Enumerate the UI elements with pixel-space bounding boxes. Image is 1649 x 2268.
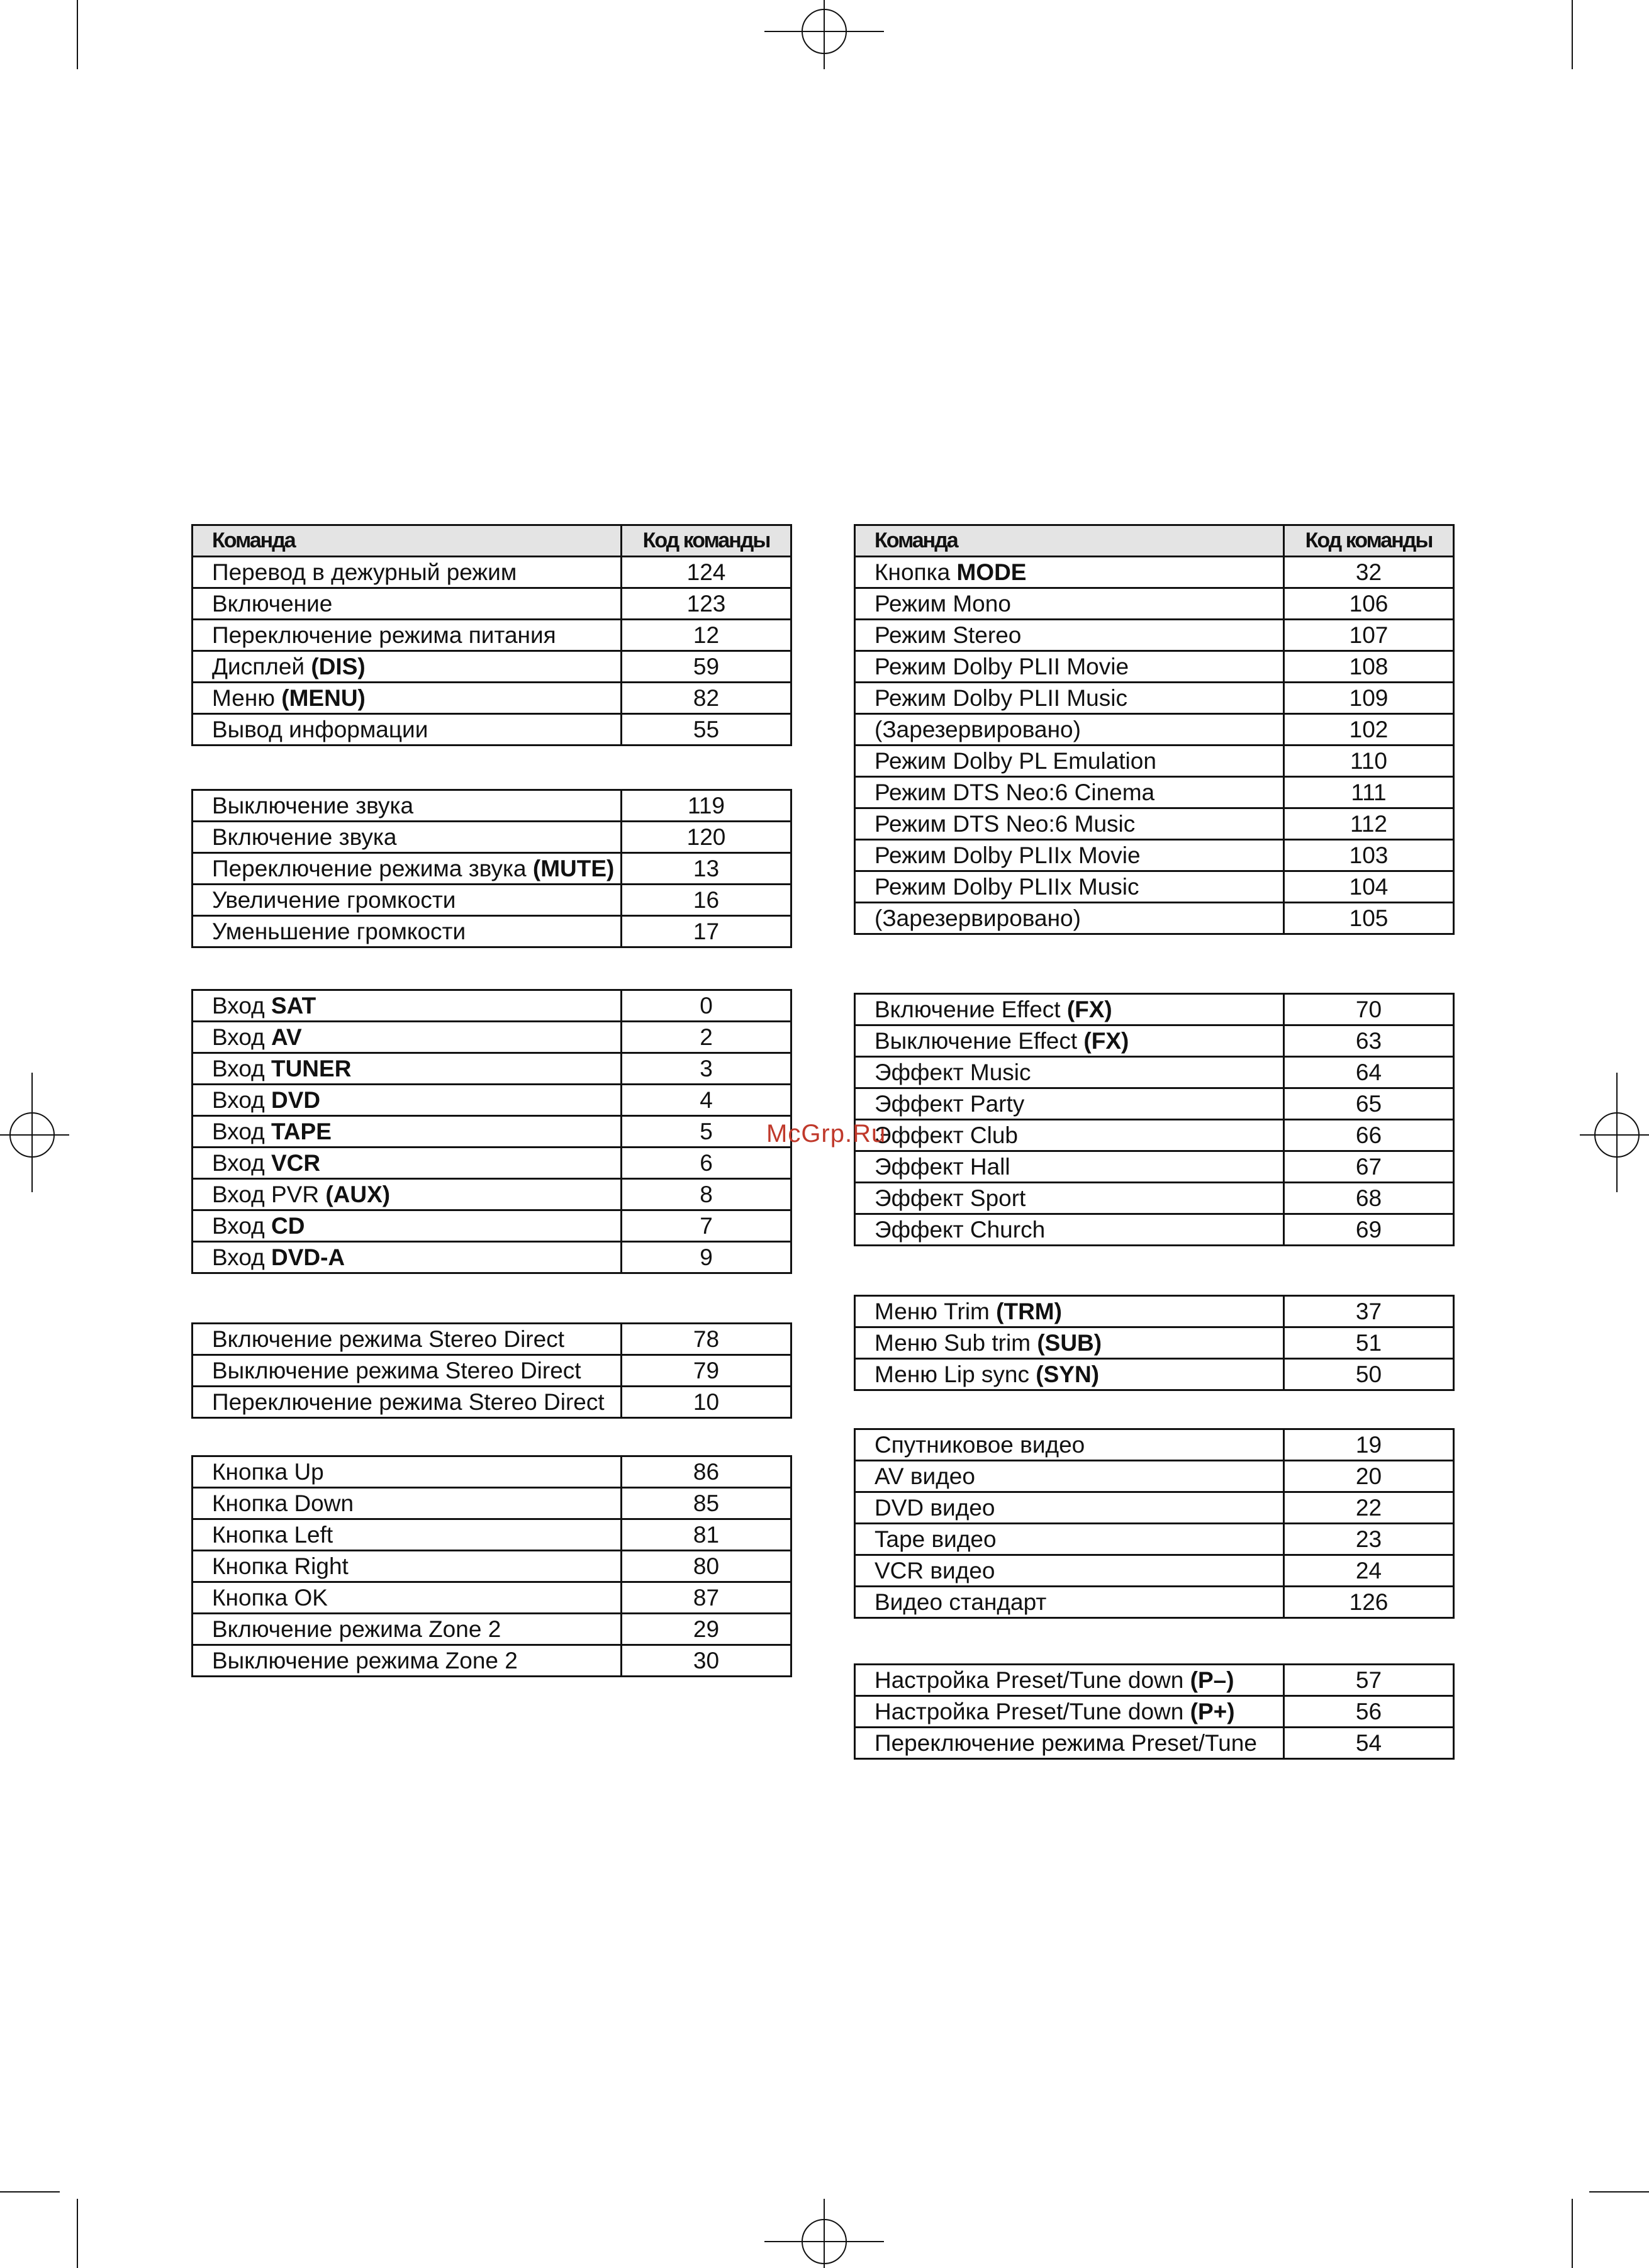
- command-code: 13: [622, 853, 791, 885]
- command-label: Включение режима Stereo Direct: [212, 1326, 564, 1352]
- command-table-stereo-direct: [191, 1322, 792, 1419]
- command-cell: [193, 1582, 622, 1614]
- table-row: [855, 1728, 1454, 1759]
- command-cell: [193, 1022, 622, 1053]
- command-cell: [193, 683, 622, 714]
- command-cell: [855, 746, 1284, 777]
- command-cell: [855, 557, 1284, 588]
- command-label: Включение режима Zone 2: [212, 1616, 501, 1642]
- command-cell: [855, 1461, 1284, 1492]
- command-cell: [193, 822, 622, 853]
- command-label: Режим Dolby PLIIx Music: [875, 874, 1139, 900]
- command-label: (Зарезервировано): [875, 905, 1081, 931]
- command-code: 123: [622, 588, 791, 620]
- command-code: 0: [622, 990, 791, 1022]
- table-row: [193, 651, 791, 683]
- table-row: [855, 1429, 1454, 1461]
- command-cell: [193, 885, 622, 916]
- table-row: [855, 871, 1454, 903]
- command-cell: [855, 1429, 1284, 1461]
- header-code: Код команды: [622, 525, 791, 557]
- command-code: 86: [622, 1456, 791, 1488]
- command-label: Режим Dolby PLII Music: [875, 685, 1127, 711]
- command-cell: [855, 1359, 1284, 1390]
- table-row: [855, 588, 1454, 620]
- command-label: Эффект Party: [875, 1091, 1025, 1117]
- command-cell: [855, 777, 1284, 808]
- command-code: 69: [1284, 1214, 1454, 1246]
- command-code: 106: [1284, 588, 1454, 620]
- command-label: Вход: [212, 1119, 271, 1144]
- command-code: 79: [622, 1355, 791, 1387]
- command-cell: [855, 1296, 1284, 1327]
- command-key: AV: [271, 1024, 302, 1050]
- table-row: [855, 651, 1454, 683]
- command-cell: [193, 1210, 622, 1242]
- table-row: [855, 1151, 1454, 1183]
- command-code: 22: [1284, 1492, 1454, 1524]
- command-code: 119: [622, 790, 791, 822]
- command-cell: [855, 903, 1284, 934]
- command-cell: [855, 1728, 1284, 1759]
- command-label: (Зарезервировано): [875, 717, 1081, 742]
- table-row: [193, 790, 791, 822]
- command-cell: [193, 557, 622, 588]
- command-cell: [855, 1492, 1284, 1524]
- table-row: [193, 1210, 791, 1242]
- command-code: 124: [622, 557, 791, 588]
- command-key: (P+): [1190, 1699, 1235, 1724]
- command-cell: [855, 1587, 1284, 1618]
- table-row: [855, 714, 1454, 746]
- command-cell: [193, 1519, 622, 1551]
- table-row: [855, 903, 1454, 934]
- command-code: 67: [1284, 1151, 1454, 1183]
- command-key: TUNER: [271, 1056, 352, 1081]
- command-code: 78: [622, 1324, 791, 1355]
- table-header: [193, 525, 791, 557]
- table-row: [193, 714, 791, 746]
- command-cell: [855, 1214, 1284, 1246]
- table-row: [855, 1555, 1454, 1587]
- command-label: Переключение режима Preset/Tune: [875, 1730, 1257, 1756]
- command-cell: [193, 1085, 622, 1116]
- command-code: 59: [622, 651, 791, 683]
- table-row: [193, 916, 791, 947]
- command-cell: [855, 1183, 1284, 1214]
- command-label: Дисплей: [212, 654, 311, 679]
- command-key: (TRM): [996, 1299, 1062, 1324]
- table-row: [855, 1696, 1454, 1728]
- table-row: [193, 990, 791, 1022]
- command-cell: [855, 1088, 1284, 1120]
- table-row: [855, 1587, 1454, 1618]
- table-row: [855, 746, 1454, 777]
- watermark: McGrp.Ru: [766, 1120, 886, 1148]
- table-row: [193, 1053, 791, 1085]
- command-label: Увеличение громкости: [212, 887, 456, 913]
- table-row: [193, 885, 791, 916]
- header-code: Код команды: [1284, 525, 1454, 557]
- command-code: 112: [1284, 808, 1454, 840]
- command-cell: [855, 651, 1284, 683]
- command-table-navigation: [191, 1455, 792, 1677]
- command-cell: [855, 683, 1284, 714]
- crop-mark: [0, 2191, 60, 2193]
- command-label: Вход: [212, 1150, 271, 1176]
- command-label: Режим DTS Neo:6 Music: [875, 811, 1136, 837]
- command-label: Переключение режима Stereo Direct: [212, 1389, 605, 1415]
- table-row: [855, 1120, 1454, 1151]
- command-cell: [855, 1025, 1284, 1057]
- command-code: 23: [1284, 1524, 1454, 1555]
- command-key: (FX): [1066, 997, 1112, 1022]
- command-label: Режим Dolby PLIIx Movie: [875, 842, 1141, 868]
- table-row: [855, 994, 1454, 1025]
- command-cell: [855, 840, 1284, 871]
- command-code: 110: [1284, 746, 1454, 777]
- command-cell: [193, 1242, 622, 1273]
- command-cell: [193, 1551, 622, 1582]
- command-label: Tape видео: [875, 1526, 997, 1552]
- command-key: (AUX): [325, 1181, 391, 1207]
- command-cell: [193, 1355, 622, 1387]
- command-key: CD: [271, 1213, 305, 1239]
- command-key: (P–): [1190, 1667, 1234, 1693]
- command-label: Включение звука: [212, 824, 397, 850]
- command-label: Кнопка Up: [212, 1459, 324, 1485]
- table-row: [193, 1551, 791, 1582]
- command-key: SAT: [271, 993, 316, 1019]
- table-row: [855, 1088, 1454, 1120]
- command-cell: [193, 853, 622, 885]
- command-table-sound: [191, 789, 792, 948]
- command-key: DVD: [271, 1087, 321, 1113]
- command-code: 104: [1284, 871, 1454, 903]
- table-row: [855, 808, 1454, 840]
- command-label: Вход: [212, 1087, 271, 1113]
- command-cell: [855, 714, 1284, 746]
- command-code: 8: [622, 1179, 791, 1210]
- command-code: 20: [1284, 1461, 1454, 1492]
- command-code: 81: [622, 1519, 791, 1551]
- command-code: 64: [1284, 1057, 1454, 1088]
- table-row: [193, 1148, 791, 1179]
- table-row: [855, 777, 1454, 808]
- table-row: [193, 1242, 791, 1273]
- command-code: 29: [622, 1614, 791, 1645]
- command-cell: [193, 620, 622, 651]
- table-row: [193, 620, 791, 651]
- command-cell: [193, 1324, 622, 1355]
- table-row: [193, 1645, 791, 1677]
- header-command: Команда: [193, 525, 622, 557]
- command-label: Включение: [212, 591, 333, 617]
- command-label: Вывод информации: [212, 717, 428, 742]
- command-code: 82: [622, 683, 791, 714]
- command-code: 70: [1284, 994, 1454, 1025]
- crop-mark: [1589, 2191, 1649, 2193]
- command-key: (SUB): [1037, 1330, 1102, 1356]
- command-cell: [855, 994, 1284, 1025]
- header-command: Команда: [855, 525, 1284, 557]
- table-row: [193, 683, 791, 714]
- command-code: 105: [1284, 903, 1454, 934]
- command-label: Эффект Club: [875, 1122, 1018, 1148]
- table-row: [193, 1582, 791, 1614]
- command-label: Выключение режима Stereo Direct: [212, 1358, 581, 1383]
- command-code: 65: [1284, 1088, 1454, 1120]
- command-label: Меню Trim: [875, 1299, 997, 1324]
- command-code: 63: [1284, 1025, 1454, 1057]
- crop-mark: [77, 0, 78, 69]
- command-label: Переключение режима звука: [212, 856, 533, 881]
- table-row: [855, 1492, 1454, 1524]
- command-label: Вход: [212, 1244, 271, 1270]
- command-code: 50: [1284, 1359, 1454, 1390]
- table-row: [855, 1214, 1454, 1246]
- crop-mark: [77, 2199, 78, 2268]
- table-row: [193, 1179, 791, 1210]
- command-cell: [193, 1179, 622, 1210]
- table-row: [855, 1025, 1454, 1057]
- command-code: 5: [622, 1116, 791, 1148]
- table-row: [193, 1456, 791, 1488]
- command-cell: [193, 1053, 622, 1085]
- command-cell: [193, 1387, 622, 1418]
- command-code: 66: [1284, 1120, 1454, 1151]
- command-key: MODE: [956, 559, 1027, 585]
- command-code: 9: [622, 1242, 791, 1273]
- command-key: (MUTE): [532, 856, 615, 881]
- command-code: 6: [622, 1148, 791, 1179]
- table-row: [855, 1524, 1454, 1555]
- command-label: Спутниковое видео: [875, 1432, 1085, 1458]
- command-cell: [855, 1120, 1284, 1151]
- command-cell: [193, 1488, 622, 1519]
- command-cell: [193, 588, 622, 620]
- command-table-modes: [854, 524, 1455, 935]
- table-row: [193, 1614, 791, 1645]
- table-row: [193, 1022, 791, 1053]
- command-label: Вход: [212, 1213, 271, 1239]
- command-label: Режим Dolby PLII Movie: [875, 654, 1129, 679]
- command-label: Режим Stereo: [875, 622, 1022, 648]
- command-label: Выключение звука: [212, 793, 414, 818]
- command-cell: [855, 620, 1284, 651]
- command-label: Эффект Hall: [875, 1154, 1010, 1180]
- command-code: 7: [622, 1210, 791, 1242]
- command-label: Вход: [212, 1024, 271, 1050]
- command-key: DVD-A: [271, 1244, 345, 1270]
- command-label: Эффект Sport: [875, 1185, 1026, 1211]
- command-cell: [193, 916, 622, 947]
- command-label: Меню Lip sync: [875, 1361, 1036, 1387]
- command-code: 120: [622, 822, 791, 853]
- command-key: (SYN): [1036, 1361, 1100, 1387]
- command-label: Режим Mono: [875, 591, 1011, 617]
- command-code: 85: [622, 1488, 791, 1519]
- command-table-power: [191, 524, 792, 746]
- command-cell: [855, 1665, 1284, 1696]
- command-label: Кнопка Left: [212, 1522, 333, 1548]
- command-cell: [193, 990, 622, 1022]
- command-cell: [193, 790, 622, 822]
- command-cell: [193, 1116, 622, 1148]
- command-code: 4: [622, 1085, 791, 1116]
- command-key: VCR: [271, 1150, 321, 1176]
- table-row: [855, 683, 1454, 714]
- command-code: 16: [622, 885, 791, 916]
- command-code: 68: [1284, 1183, 1454, 1214]
- command-table-trim: [854, 1295, 1455, 1391]
- command-cell: [855, 1327, 1284, 1359]
- command-label: Переключение режима питания: [212, 622, 556, 648]
- command-code: 54: [1284, 1728, 1454, 1759]
- table-row: [193, 1324, 791, 1355]
- command-label: Эффект Music: [875, 1059, 1031, 1085]
- command-label: Настройка Preset/Tune down: [875, 1699, 1190, 1724]
- command-code: 87: [622, 1582, 791, 1614]
- command-key: TAPE: [271, 1119, 332, 1144]
- table-row: [855, 1327, 1454, 1359]
- command-cell: [193, 714, 622, 746]
- table-row: [193, 1488, 791, 1519]
- command-code: 102: [1284, 714, 1454, 746]
- command-label: Уменьшение громкости: [212, 919, 466, 944]
- command-code: 126: [1284, 1587, 1454, 1618]
- command-code: 56: [1284, 1696, 1454, 1728]
- command-label: Кнопка Down: [212, 1490, 354, 1516]
- command-cell: [193, 1148, 622, 1179]
- command-code: 103: [1284, 840, 1454, 871]
- command-table-effects: [854, 993, 1455, 1246]
- command-code: 32: [1284, 557, 1454, 588]
- command-code: 111: [1284, 777, 1454, 808]
- command-cell: [855, 1151, 1284, 1183]
- command-code: 108: [1284, 651, 1454, 683]
- command-cell: [855, 808, 1284, 840]
- command-key: (MENU): [281, 685, 366, 711]
- command-cell: [855, 1555, 1284, 1587]
- table-header: [855, 525, 1454, 557]
- command-label: Режим DTS Neo:6 Cinema: [875, 779, 1155, 805]
- command-label: Эффект Church: [875, 1217, 1046, 1243]
- command-cell: [855, 588, 1284, 620]
- command-code: 37: [1284, 1296, 1454, 1327]
- command-label: Кнопка: [875, 559, 957, 585]
- table-row: [855, 1665, 1454, 1696]
- command-label: AV видео: [875, 1463, 975, 1489]
- command-label: DVD видео: [875, 1495, 995, 1521]
- table-row: [855, 557, 1454, 588]
- command-label: Настройка Preset/Tune down: [875, 1667, 1190, 1693]
- command-code: 55: [622, 714, 791, 746]
- command-label: Вход: [212, 1056, 271, 1081]
- command-code: 12: [622, 620, 791, 651]
- command-code: 57: [1284, 1665, 1454, 1696]
- command-label: Выключение режима Zone 2: [212, 1648, 518, 1673]
- command-code: 107: [1284, 620, 1454, 651]
- command-cell: [855, 1696, 1284, 1728]
- command-cell: [855, 1524, 1284, 1555]
- command-code: 19: [1284, 1429, 1454, 1461]
- command-key: (DIS): [311, 654, 366, 679]
- command-cell: [193, 651, 622, 683]
- table-row: [855, 840, 1454, 871]
- command-table-video: [854, 1428, 1455, 1619]
- command-label: Выключение Effect: [875, 1028, 1084, 1054]
- command-code: 80: [622, 1551, 791, 1582]
- table-row: [193, 1116, 791, 1148]
- command-label: Включение Effect: [875, 997, 1067, 1022]
- command-code: 17: [622, 916, 791, 947]
- table-row: [193, 853, 791, 885]
- command-code: 2: [622, 1022, 791, 1053]
- table-row: [193, 1387, 791, 1418]
- command-code: 109: [1284, 683, 1454, 714]
- command-table-preset: [854, 1663, 1455, 1760]
- command-code: 3: [622, 1053, 791, 1085]
- table-row: [193, 1519, 791, 1551]
- table-row: [855, 1359, 1454, 1390]
- command-cell: [193, 1456, 622, 1488]
- command-label: Видео стандарт: [875, 1589, 1047, 1615]
- command-cell: [193, 1614, 622, 1645]
- table-row: [193, 1085, 791, 1116]
- command-label: Кнопка Right: [212, 1553, 349, 1579]
- command-table-inputs: [191, 989, 792, 1274]
- command-key: (FX): [1083, 1028, 1129, 1054]
- command-code: 30: [622, 1645, 791, 1677]
- table-row: [855, 620, 1454, 651]
- command-label: Режим Dolby PL Emulation: [875, 748, 1156, 774]
- command-cell: [855, 871, 1284, 903]
- table-row: [855, 1057, 1454, 1088]
- command-code: 51: [1284, 1327, 1454, 1359]
- command-code: 10: [622, 1387, 791, 1418]
- table-row: [193, 822, 791, 853]
- table-row: [855, 1461, 1454, 1492]
- table-row: [855, 1296, 1454, 1327]
- crop-mark: [1572, 2199, 1573, 2268]
- command-label: Перевод в дежурный режим: [212, 559, 517, 585]
- command-label: Меню: [212, 685, 282, 711]
- crop-mark: [1572, 0, 1573, 69]
- command-label: Вход: [212, 993, 271, 1019]
- command-cell: [855, 1057, 1284, 1088]
- table-row: [855, 1183, 1454, 1214]
- table-row: [193, 588, 791, 620]
- command-label: Кнопка OK: [212, 1585, 328, 1611]
- command-label: VCR видео: [875, 1558, 995, 1584]
- command-label: Меню Sub trim: [875, 1330, 1037, 1356]
- command-code: 24: [1284, 1555, 1454, 1587]
- table-row: [193, 1355, 791, 1387]
- command-label: Вход PVR: [212, 1181, 326, 1207]
- table-row: [193, 557, 791, 588]
- command-cell: [193, 1645, 622, 1677]
